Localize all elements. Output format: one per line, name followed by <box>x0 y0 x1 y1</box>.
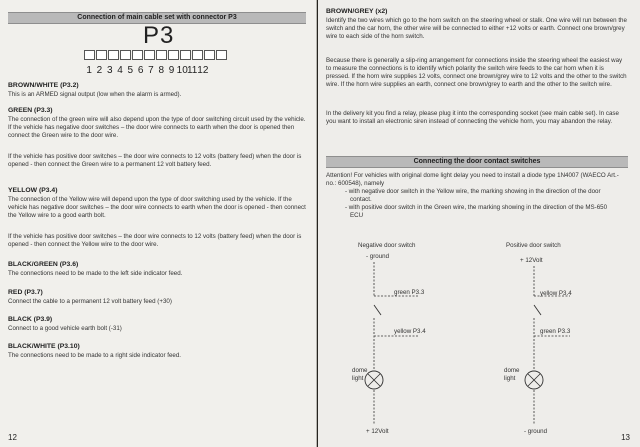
page-left <box>0 0 317 447</box>
wire-description: If the vehicle has positive door switches – the door wire connects to 12 volts (battery feed) when the door is opened - then connect the Green wire to a permanent 12 volt battery feed. <box>8 153 302 168</box>
diagram-title-positive: Positive door switch <box>506 242 561 249</box>
pin-box <box>204 50 215 60</box>
list-item: - with positive door switch in the Green wire, the marking showing in the direction of the MS-650 ECU <box>345 204 608 219</box>
pin-box <box>156 50 167 60</box>
pin-number: 1 <box>86 65 92 76</box>
pin-number: 6 <box>137 65 144 76</box>
pin-number: 9 <box>168 65 175 76</box>
label-ground: - ground <box>366 253 390 260</box>
section-header: Connecting the door contact switches <box>326 156 628 168</box>
connector-title: P3 <box>143 22 175 49</box>
pin-number: 3 <box>106 65 113 76</box>
pin-numbers <box>84 65 208 76</box>
label-12v: + 12Volt <box>520 257 543 264</box>
section-header: Connection of main cable set with connector P3 <box>8 12 306 24</box>
pin-box <box>168 50 179 60</box>
label-12v: + 12Volt <box>366 428 389 435</box>
connector-pin-row <box>84 50 227 60</box>
pin-box <box>144 50 155 60</box>
wire-label-yellow: yellow P3.4 <box>394 328 426 335</box>
pin-number: 7 <box>148 65 154 76</box>
pin-number: 8 <box>158 65 164 76</box>
wire-description: This is an ARMED signal output (low when the alarm is armed). <box>8 91 182 98</box>
page-number: 12 <box>8 433 17 442</box>
pin-box <box>180 50 191 60</box>
wire-label-green: green P3.3 <box>394 289 425 296</box>
wire-description: If the vehicle has positive door switches – the door wire connects to 12 volts (battery feed) when the door is opened - then connect the Yellow wire to the door wire. <box>8 233 302 248</box>
wire-label-yellow: yellow P3.4 <box>540 290 572 297</box>
switch-icon <box>534 305 541 315</box>
wire-heading: YELLOW (P3.4) <box>8 187 58 194</box>
wire-heading: BROWN/GREY (x2) <box>326 8 388 15</box>
door-switch-diagram <box>318 0 640 447</box>
switch-icon <box>374 305 381 315</box>
wire-heading: BROWN/WHITE (P3.2) <box>8 82 79 89</box>
paragraph: Because there is generally a slip-ring arrangement for connections inside the steering wheel the easiest way to measure the connections is to identify which polarity the switch wire feeds to the car horn when it is pressed. If the horn wire supplies 12 volts, connect one brown/grey wire to 12 volts and the other to the switch wire. If the horn wire supplies an earth, connect one brown/grey to earth and the other to the switch wire. <box>326 57 627 88</box>
pin-number: 10 <box>176 65 188 76</box>
pin-number: 5 <box>127 65 134 76</box>
paragraph: In the delivery kit you find a relay, please plug it into the corresponding socket (see main cable set). In case you want to install an electronic siren instead of connecting the vehicle horn, you may abandon the relay. <box>326 110 619 125</box>
pin-box <box>216 50 227 60</box>
positive-circuit <box>534 266 570 424</box>
pin-box <box>192 50 203 60</box>
wire-description: Connect to a good vehicle earth bolt (-31) <box>8 325 122 332</box>
paragraph: Identify the two wires which go to the horn switch on the steering wheel or stalk. One wire will run between the switch and the car horn, the other wire will be connected to either +12 volts or earth. Connect one brown/grey wire to each side of the horn switch. <box>326 17 627 40</box>
paragraph: Attention! For vehicles with original dome light delay you need to install a diode type 1N4007 (WAECO Art.-no.: 600548), namely <box>326 172 619 187</box>
page-number: 13 <box>621 433 630 442</box>
wire-description: The connections need to be made to the left side indicator feed. <box>8 270 183 277</box>
wire-heading: RED (P3.7) <box>8 289 43 296</box>
lamp-label: dome light <box>352 367 368 382</box>
negative-circuit <box>374 262 418 424</box>
wire-label-green: green P3.3 <box>540 328 571 335</box>
pin-box <box>120 50 131 60</box>
wire-description: The connections need to be made to a right side indicator feed. <box>8 352 182 359</box>
wire-heading: BLACK (P3.9) <box>8 316 53 323</box>
pin-number: 2 <box>96 65 103 76</box>
wire-description: Connect the cable to a permanent 12 volt battery feed (+30) <box>8 298 172 305</box>
page-right <box>318 0 640 447</box>
wire-heading: GREEN (P3.3) <box>8 107 53 114</box>
wire-heading: BLACK/GREEN (P3.6) <box>8 261 79 268</box>
lamp-icon <box>525 371 543 389</box>
pin-number: 12 <box>197 65 209 76</box>
label-ground: - ground <box>524 428 548 435</box>
pin-box <box>132 50 143 60</box>
pin-box <box>108 50 119 60</box>
wire-heading: BLACK/WHITE (P3.10) <box>8 343 80 350</box>
diagram-title-negative: Negative door switch <box>358 242 416 249</box>
pin-box <box>96 50 107 60</box>
wire-description: The connection of the green wire will also depend upon the type of door switching circuit used by the vehicle. If the vehicle has negative door switches – the door wire connects to earth when the door is opened then connect the Green wire to the door wire. <box>8 116 306 139</box>
pin-box <box>84 50 95 60</box>
lamp-label: dome light <box>504 367 520 382</box>
pin-number: 4 <box>117 65 123 76</box>
list-item: - with negative door switch in the Yellow wire, the marking showing in the direction of the door contact. <box>345 188 601 203</box>
wire-description: The connection of the Yellow wire will depend upon the type of door switching used by the vehicle. If the vehicle has negative door switches – the door wire connects to earth when the door is opened - then connect the Yellow wire to a good earth bolt. <box>8 196 306 219</box>
pin-number: 11 <box>186 65 198 76</box>
lamp-icon <box>365 371 383 389</box>
